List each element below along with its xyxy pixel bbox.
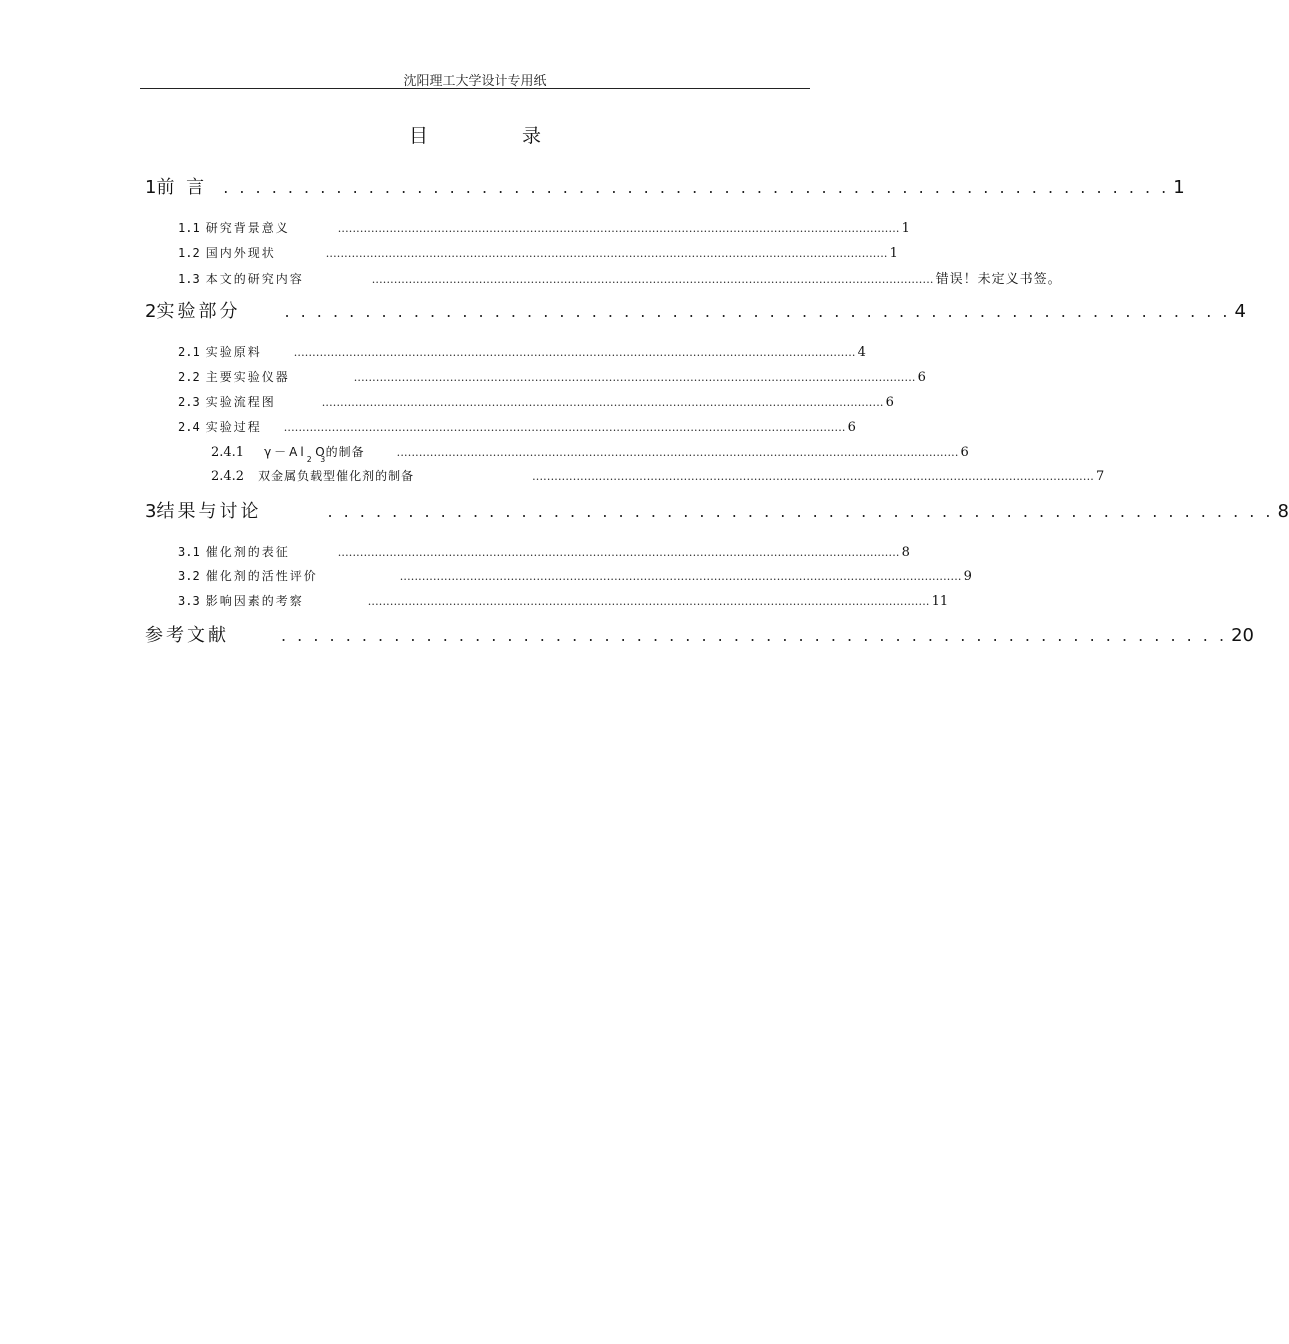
label-oxygen: O <box>315 445 326 459</box>
toc-number: 2.2 <box>178 370 200 384</box>
toc-number: 3.2 <box>178 569 200 583</box>
toc-leader: ........................................................................................................................................................ <box>532 470 1094 483</box>
toc-number: 1.1 <box>178 221 200 235</box>
toc-leader: ........................................................................................................................................................ <box>399 570 962 583</box>
toc-label: 双金属负载型催化剂的制备 <box>258 469 415 483</box>
toc-entry-2[interactable] <box>145 297 1246 323</box>
toc-label: 影响因素的考察 <box>205 594 304 608</box>
toc-leader: ........................................................................................................................................................ <box>353 371 916 384</box>
toc-label: 催化剂的表征 <box>205 545 290 559</box>
toc-page: 8 <box>1277 501 1289 522</box>
page-header: 沈阳理工大学设计专用纸 <box>403 74 547 89</box>
toc-label: 实验原料 <box>205 345 262 359</box>
label-subscript: 2 3 <box>306 455 328 464</box>
toc-number: 2.4.2 <box>211 469 245 484</box>
toc-page: 6 <box>960 445 969 460</box>
toc-entry-2-4-2[interactable] <box>211 467 1105 485</box>
toc-page: 11 <box>931 594 949 609</box>
toc-label: 催化剂的活性评价 <box>205 569 318 583</box>
toc-page: 9 <box>963 569 972 584</box>
toc-label: 实验过程 <box>205 420 262 434</box>
toc-entry-1[interactable] <box>145 173 1185 199</box>
toc-entry-references[interactable] <box>145 621 1254 647</box>
label-suffix: 的制备 <box>325 445 365 459</box>
toc-entry-2-3[interactable] <box>178 393 894 411</box>
toc-leader: ........................................................................................................................................................ <box>293 346 856 359</box>
toc-leader: ........................................................................................................................................................ <box>396 446 959 459</box>
toc-entry-1-1[interactable] <box>178 219 910 237</box>
toc-entry-3[interactable] <box>145 497 1289 523</box>
toc-entry-1-3[interactable] <box>178 268 1062 287</box>
toc-leader: ........................................................................................................................................................ <box>337 222 900 235</box>
toc-entry-2-1[interactable] <box>178 343 866 361</box>
toc-leader: ........................................................................................................................................................ <box>325 247 888 260</box>
toc-label: 研究背景意义 <box>205 221 290 235</box>
toc-number: 2.1 <box>178 345 200 359</box>
toc-leader: . . . . . . . . . . . . . . . . . . . . . . . . . . . . . . . . . . . . . . . . . . . . . . . . . . . . . . . . . . . <box>284 302 1231 321</box>
toc-number: 2 <box>145 301 157 322</box>
toc-page: 1 <box>889 246 898 261</box>
toc-page: 4 <box>1234 301 1246 322</box>
toc-leader: ........................................................................................................................................................ <box>283 421 846 434</box>
toc-number: 1 <box>145 177 157 198</box>
toc-leader: . . . . . . . . . . . . . . . . . . . . . . . . . . . . . . . . . . . . . . . . . . . . . . . . . . . . . . . . . . . <box>327 502 1274 521</box>
toc-entry-1-2[interactable] <box>178 244 898 262</box>
toc-page: 8 <box>901 545 910 560</box>
toc-label: 主要实验仪器 <box>205 370 290 384</box>
toc-number: 2.4 <box>178 420 200 434</box>
toc-leader: ........................................................................................................................................................ <box>321 396 884 409</box>
toc-number: 1.2 <box>178 246 200 260</box>
label-gamma-al: γ－Al <box>264 445 307 459</box>
toc-title: 目 录 <box>408 125 586 147</box>
toc-label: 参考文献 <box>145 625 229 646</box>
toc-page: 1 <box>901 221 910 236</box>
toc-number: 3.1 <box>178 545 200 559</box>
toc-leader: ........................................................................................................................................................ <box>371 273 934 286</box>
toc-page: 6 <box>847 420 856 435</box>
toc-number: 2.4.1 <box>211 445 245 460</box>
toc-label: 结果与讨论 <box>156 501 262 522</box>
toc-number: 1.3 <box>178 272 200 286</box>
toc-label: 国内外现状 <box>205 246 276 260</box>
toc-page: 6 <box>917 370 926 385</box>
toc-leader: . . . . . . . . . . . . . . . . . . . . . . . . . . . . . . . . . . . . . . . . . . . . . . . . . . . . . . . . . . . <box>281 626 1228 645</box>
toc-page: 20 <box>1231 625 1254 646</box>
toc-label: 实验流程图 <box>205 395 276 409</box>
toc-entry-3-3[interactable] <box>178 592 949 610</box>
toc-entry-3-1[interactable] <box>178 543 910 561</box>
toc-number: 3 <box>145 501 157 522</box>
toc-entry-2-2[interactable] <box>178 368 926 386</box>
toc-number: 3.3 <box>178 594 200 608</box>
toc-leader: . . . . . . . . . . . . . . . . . . . . . . . . . . . . . . . . . . . . . . . . . . . . . . . . . . . . . . . . . . . <box>223 178 1170 197</box>
toc-entry-3-2[interactable] <box>178 567 972 585</box>
toc-entry-2-4[interactable] <box>178 418 856 436</box>
toc-leader: ........................................................................................................................................................ <box>337 546 900 559</box>
toc-page: 4 <box>857 345 866 360</box>
toc-label: 实验部分 <box>156 301 241 322</box>
toc-page-error: 错误！未定义书签。 <box>935 272 1062 287</box>
toc-page: 6 <box>885 395 894 410</box>
toc-entry-2-4-1[interactable] <box>211 443 969 464</box>
toc-page: 7 <box>1095 469 1105 484</box>
toc-number: 2.3 <box>178 395 200 409</box>
toc-page: 1 <box>1173 177 1185 198</box>
toc-label: 前 言 <box>156 177 208 198</box>
toc-leader: ........................................................................................................................................................ <box>367 595 930 608</box>
toc-label: 本文的研究内容 <box>205 272 304 286</box>
header-rule <box>140 88 810 89</box>
toc-label <box>264 443 365 464</box>
